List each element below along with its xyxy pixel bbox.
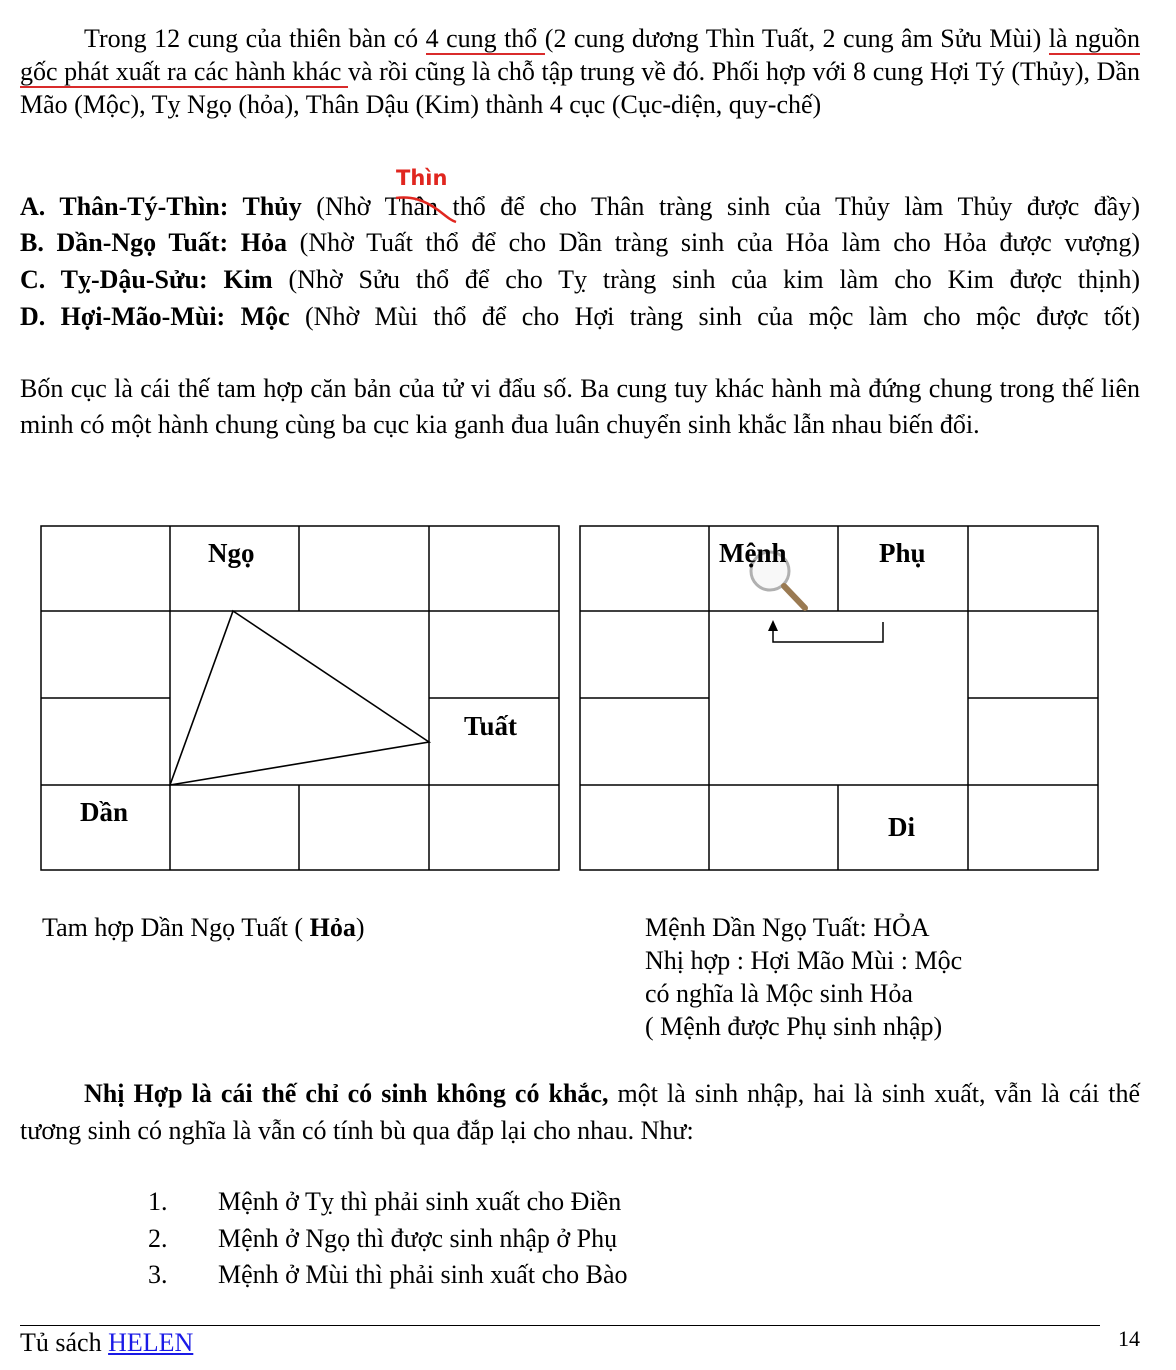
list-number: 3. [148,1260,168,1289]
label-menh: Mệnh [719,538,787,568]
right-caption-line-1: Mệnh Dần Ngọ Tuất: HỎA [645,913,930,942]
cuc-a-text-a: (Nhờ [301,192,385,221]
footer-source [20,1328,193,1358]
cuc-c-text: (Nhờ Sửu thổ để cho Tỵ tràng sinh của kim làm cho Kim được thịnh) [272,265,1140,294]
left-caption [42,911,365,944]
right-caption-line-4: ( Mệnh được Phụ sinh nhập) [645,1012,943,1041]
right-caption [645,911,962,1043]
footer-source-label: Tủ sách [20,1328,109,1357]
list-number: 1. [148,1187,168,1216]
underlined-phrase-2: là nguồn gốc phát xuất ra các hành khác [20,24,1140,86]
right-caption-line-3: có nghĩa là Mộc sinh Hỏa [645,979,913,1008]
left-caption-b: ) [355,913,365,942]
label-tuat: Tuất [464,711,518,741]
label-dan: Dần [80,797,129,827]
list-number: 2. [148,1224,168,1253]
cuc-a-text-b: thổ để cho Thân tràng sinh của Thủy làm Thủy được đầy) [437,192,1140,221]
list-text: Mệnh ở Tỵ thì phải sinh xuất cho Điền [218,1187,622,1216]
arrow-head [768,620,778,631]
right-caption-line-2: Nhị hợp : Hợi Mão Mùi : Mộc [645,946,963,975]
label-di: Di [888,812,915,842]
left-caption-a: Tam hợp Dần Ngọ Tuất ( [42,913,310,942]
nhi-hop-bold: Nhị Hợp là cái thế chỉ có sinh không có khắc, [84,1079,609,1108]
cuc-b-text: (Nhờ Tuất thổ để cho Dần tràng sinh của Hỏa làm cho Hỏa được vượng) [287,228,1141,257]
page-number: 14 [1118,1326,1140,1351]
underlined-phrase-1: 4 cung thổ [425,24,545,53]
footer-helen-link[interactable]: HELEN [108,1328,194,1357]
cuc-d-title: D. Hợi-Mão-Mùi: Mộc [20,302,290,331]
left-caption-bold: Hỏa [309,913,356,942]
list-text: Mệnh ở Ngọ thì được sinh nhập ở Phụ [218,1224,618,1253]
list-text: Mệnh ở Mùi thì phải sinh xuất cho Bào [218,1260,628,1289]
paragraph-nhi-hop [20,1075,1140,1149]
cuc-d-text: (Nhờ Mùi thổ để cho Hợi tràng sinh của mộc làm cho mộc được tốt) [289,302,1140,331]
intro-text-a: Trong 12 cung của thiên bàn có [84,24,426,53]
cuc-a-title: A. Thân-Tý-Thìn: Thủy [20,192,302,221]
list-item [148,1185,621,1218]
right-chart-grid [580,526,1098,870]
list-item [148,1222,617,1255]
tam-hop-triangle [170,611,429,785]
annotation-inserted-word: Thìn [396,166,448,190]
paragraph-bon-cuc: Bốn cục là cái thế tam hợp căn bản của tử vi đẩu số. Ba cung tuy khác hành mà đứng chung trong thế liên minh có một hành chung cùng ba cục kia ganh đua luân chuyển sinh khắc lẫn nhau biến đổi. [20,374,1140,439]
list-item [148,1258,628,1291]
intro-text-c: và rồi cũng là chỗ tập trung về đó. Phối hợp với 8 cung Hợi Tý (Thủy), Dần Mão (Mộc), Tỵ Ngọ (hỏa), Thân Dậu (Kim) thành 4 cục (Cục-diện, quy-chế) [20,57,1140,119]
label-phu: Phụ [879,538,926,568]
sinh-nhap-arrow [773,622,883,642]
intro-text-b: (2 cung dương Thìn Tuất, 2 cung âm Sửu Mùi) [544,24,1042,53]
cuc-a-struck-word: Thân [384,192,438,221]
cuc-c-title: C. Tỵ-Dậu-Sửu: Kim [20,265,273,294]
cuc-b-title: B. Dần-Ngọ Tuất: Hỏa [20,228,288,257]
label-ngo: Ngọ [208,538,255,568]
nhi-hop-rest: một là sinh nhập, hai là sinh xuất, vẫn là cái thế tương sinh có nghĩa là vẫn có tính bù qua đắp lại cho nhau. Như: [20,1079,1140,1145]
footer-divider [20,1325,1100,1326]
